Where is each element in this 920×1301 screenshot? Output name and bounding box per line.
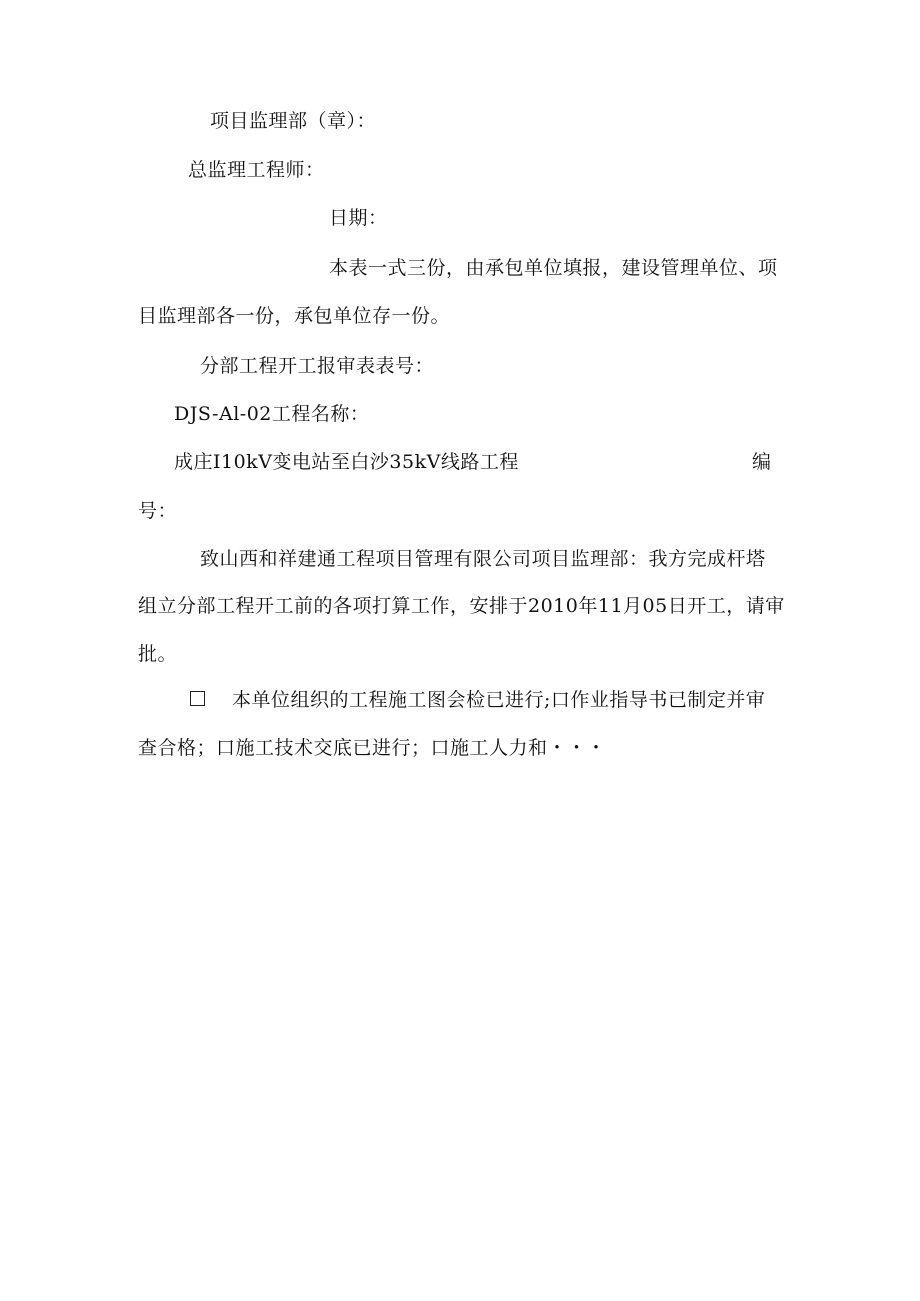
project-dept-stamp-label: 项目监理部（章）： xyxy=(210,110,377,132)
body-line-3: 批。 xyxy=(138,643,178,665)
number-label-part1: 编 xyxy=(752,451,772,473)
note-line-1: 本表一式三份，由承包单位填报，建设管理单位、项 xyxy=(329,257,778,279)
body-line-2: 组立分部工程开工前的各项打算工作，安排于2010年11月05日开工，请审 xyxy=(138,595,785,617)
checklist-line-1: 本单位组织的工程施工图会检已进行;口作业指导书已制定并审 xyxy=(232,689,766,711)
checklist-line-2: 查合格；口施工技术交底已进行；口施工人力和・・・ xyxy=(138,737,607,759)
note-line-2: 目监理部各一份，承包单位存一份。 xyxy=(138,305,451,327)
form-title: 分部工程开工报审表表号： xyxy=(200,355,435,377)
date-label: 日期： xyxy=(329,207,388,229)
project-name: 成庄I10kV变电站至白沙35kV线路工程 xyxy=(174,451,519,473)
chief-engineer-label: 总监理工程师： xyxy=(188,159,325,181)
form-code-and-project-label: DJS-Al-02工程名称： xyxy=(174,403,370,425)
body-line-1: 致山西和祥建通工程项目管理有限公司项目监理部：我方完成杆塔 xyxy=(200,548,766,570)
number-label-part2: 号： xyxy=(138,500,178,522)
checkbox-icon[interactable] xyxy=(190,691,205,706)
